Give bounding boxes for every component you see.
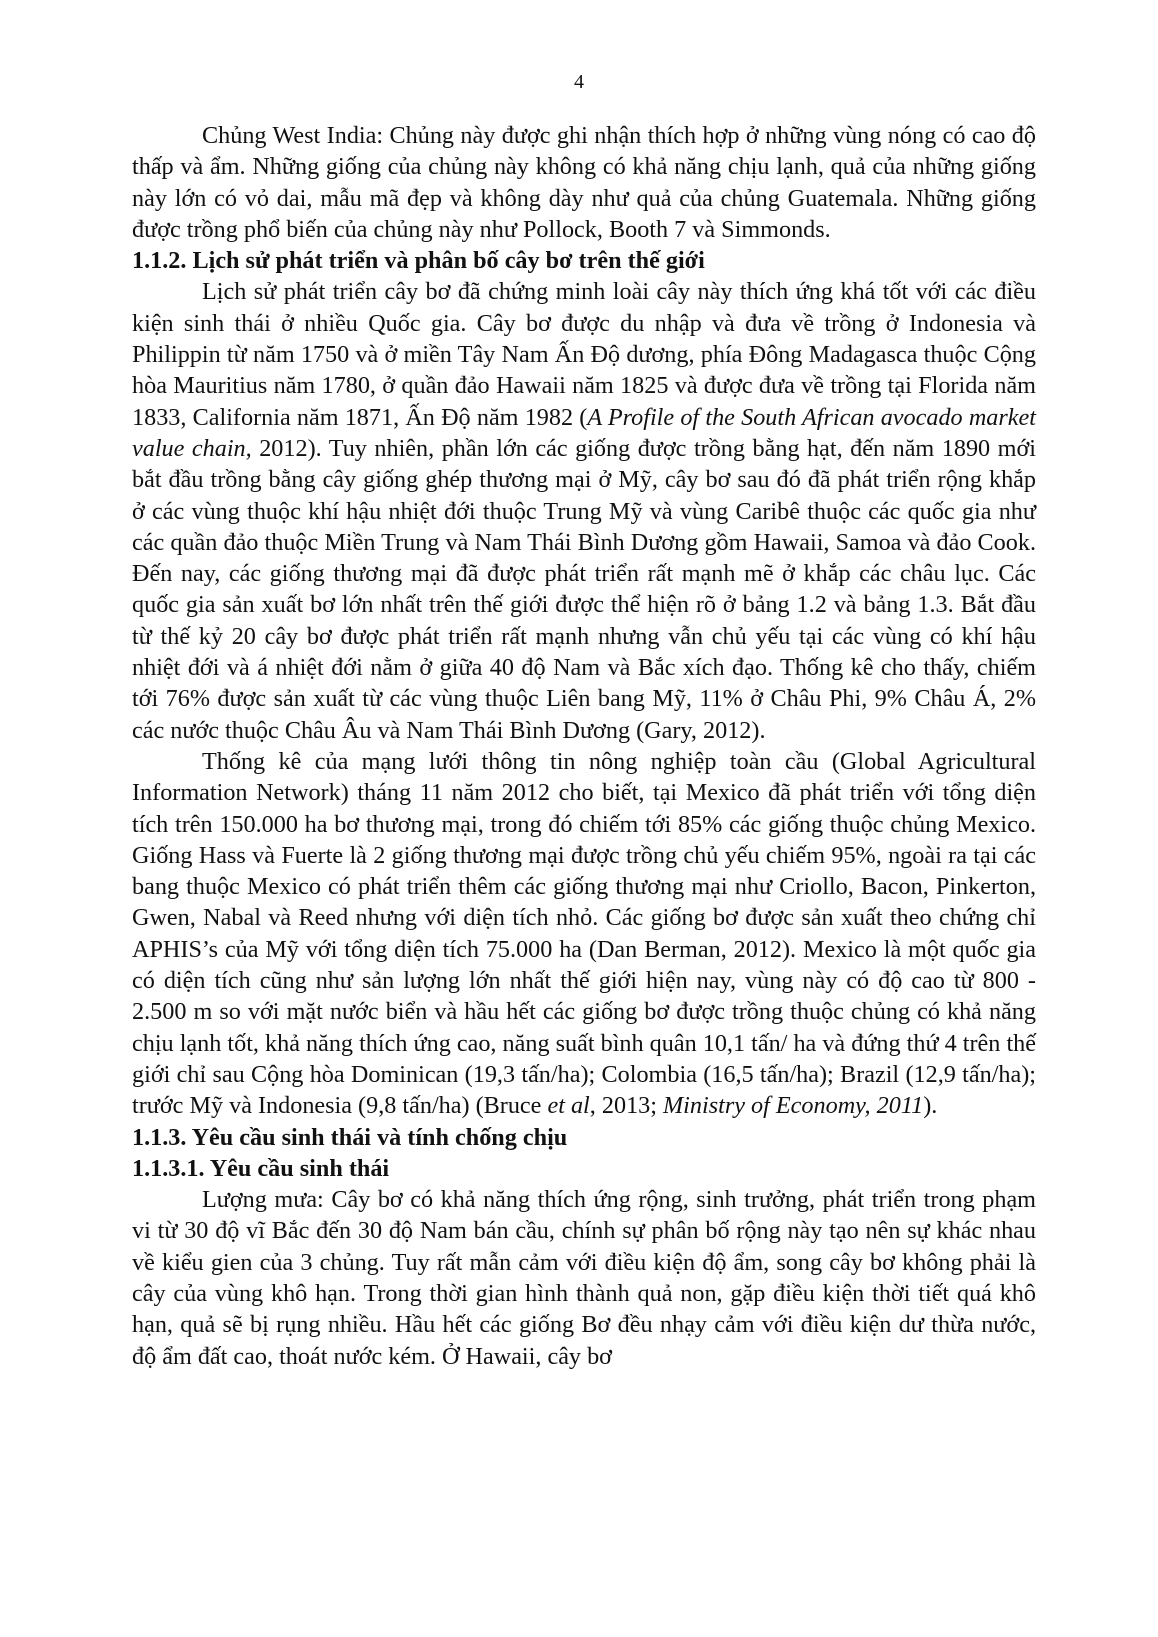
- network-et-al: et al: [547, 1092, 590, 1120]
- history-citation: A Profile of the South African avocado market value chain,: [132, 403, 1036, 462]
- paragraph-rainfall: Lượng mưa: Cây bơ có khả năng thích ứng rộng, sinh trưởng, phát triển trong phạm vi từ 30 độ vĩ Bắc đến 30 độ Nam bán cầu, chính sự phân bố rộng này tạo nên sự khác nhau về kiểu gien của 3 chủng. Tuy rất mẫn cảm với điều kiện độ ẩm, song cây bơ không phải là cây của vùng khô hạn. Trong thời gian hình thành quả non, gặp điều kiện thời tiết quá khô hạn, quả sẽ bị rụng nhiều. Hầu hết các giống Bơ đều nhạy cảm với điều kiện dư thừa nước, độ ẩm đất cao, thoát nước kém. Ở Hawaii, cây bơ: [132, 1186, 1036, 1370]
- paragraph-west-india: Chủng West India: Chủng này được ghi nhận thích hợp ở những vùng nóng có cao độ thấp và ẩm. Những giống của chủng này không có khả năng chịu lạnh, quả của những giống này lớn có vỏ dai, mẫu mã đẹp và không dày như quả của chủng Guatemala. Những giống được trồng phổ biến của chủng này như Pollock, Booth 7 và Simmonds.: [132, 122, 1036, 243]
- history-text-2: 2012). Tuy nhiên, phần lớn các giống được trồng bằng hạt, đến năm 1890 mới bắt đầu trồng bằng cây giống ghép thương mại ở Mỹ, cây bơ sau đó đã phát triển rộng khắp ở các vùng thuộc khí hậu nhiệt đới thuộc Trung Mỹ và vùng Caribê thuộc các quốc gia như các quần đảo thuộc Miền Trung và Nam Thái Bình Dương gồm Hawaii, Samoa và đảo Cook. Đến nay, các giống thương mại đã được phát triển rất mạnh mẽ ở khắp các châu lục. Các quốc gia sản xuất bơ lớn nhất trên thế giới được thể hiện rõ ở bảng 1.2 và bảng 1.3. Bắt đầu từ thế kỷ 20 cây bơ được phát triển rất mạnh nhưng vẫn chủ yếu tại các vùng có khí hậu nhiệt đới và á nhiệt đới nằm ở giữa 40 độ Nam và Bắc xích đạo. Thống kê cho thấy, chiếm tới 76% được sản xuất từ các vùng thuộc Liên bang Mỹ, 11% ở Châu Phi, 9% Châu Á, 2% các nước thuộc Châu Âu và Nam Thái Bình Dương (Gary, 2012).: [132, 434, 1036, 744]
- network-ministry-citation: Ministry of Economy, 2011: [663, 1092, 924, 1120]
- page-number: 4: [574, 71, 584, 93]
- paragraph-global-network: [132, 746, 1036, 1122]
- heading-1-1-3: 1.1.3. Yêu cầu sinh thái và tính chống chịu: [132, 1123, 568, 1151]
- network-text-2: , 2013;: [589, 1092, 664, 1120]
- network-text-1: Thống kê của mạng lưới thông tin nông nghiệp toàn cầu (Global Agricultural Information Network) tháng 11 năm 2012 cho biết, tại Mexico đã phát triển với tổng diện tích trên 150.000 ha bơ thương mại, trong đó chiếm tới 85% các giống thuộc chủng Mexico. Giống Hass và Fuerte là 2 giống thương mại được trồng chủ yếu chiếm 95%, ngoài ra tại các bang thuộc Mexico có phát triển thêm các giống thương mại như Criollo, Bacon, Pinkerton, Gwen, Nabal và Reed nhưng với diện tích nhỏ. Các giống bơ được sản xuất theo chứng chỉ APHIS’s của Mỹ với tổng diện tích 75.000 ha (Dan Berman, 2012). Mexico là một quốc gia có diện tích cũng như sản lượng lớn nhất thế giới hiện nay, vùng này có độ cao từ 800 - 2.500 m so với mặt nước biển và hầu hết các giống bơ được trồng thuộc chủng có khả năng chịu lạnh tốt, khả năng thích ứng cao, năng suất bình quân 10,1 tấn/ ha và đứng thứ 4 trên thế giới chỉ sau Cộng hòa Dominican (19,3 tấn/ha); Colombia (16,5 tấn/ha); Brazil (12,9 tấn/ha); trước Mỹ và Indonesia (9,8 tấn/ha) (Bruce: [132, 747, 1036, 1120]
- paragraph-history: [132, 276, 1036, 745]
- body-text: [132, 120, 1036, 1372]
- network-text-3: ).: [923, 1092, 938, 1120]
- heading-1-1-3-1: 1.1.3.1. Yêu cầu sinh thái: [132, 1154, 390, 1182]
- heading-1-1-2: 1.1.2. Lịch sử phát triển và phân bố cây bơ trên thế giới: [132, 247, 705, 275]
- history-text-1: Lịch sử phát triển cây bơ đã chứng minh loài cây này thích ứng khá tốt với các điều kiện sinh thái ở nhiều Quốc gia. Cây bơ được du nhập và đưa về trồng ở Indonesia và Philippin từ năm 1750 và ở miền Tây Nam Ấn Độ dương, phía Đông Madagasca thuộc Cộng hòa Mauritius năm 1780, ở quần đảo Hawaii năm 1825 và được đưa về trồng tại Florida năm 1833, California năm 1871, Ấn Độ năm 1982 (: [132, 278, 1036, 431]
